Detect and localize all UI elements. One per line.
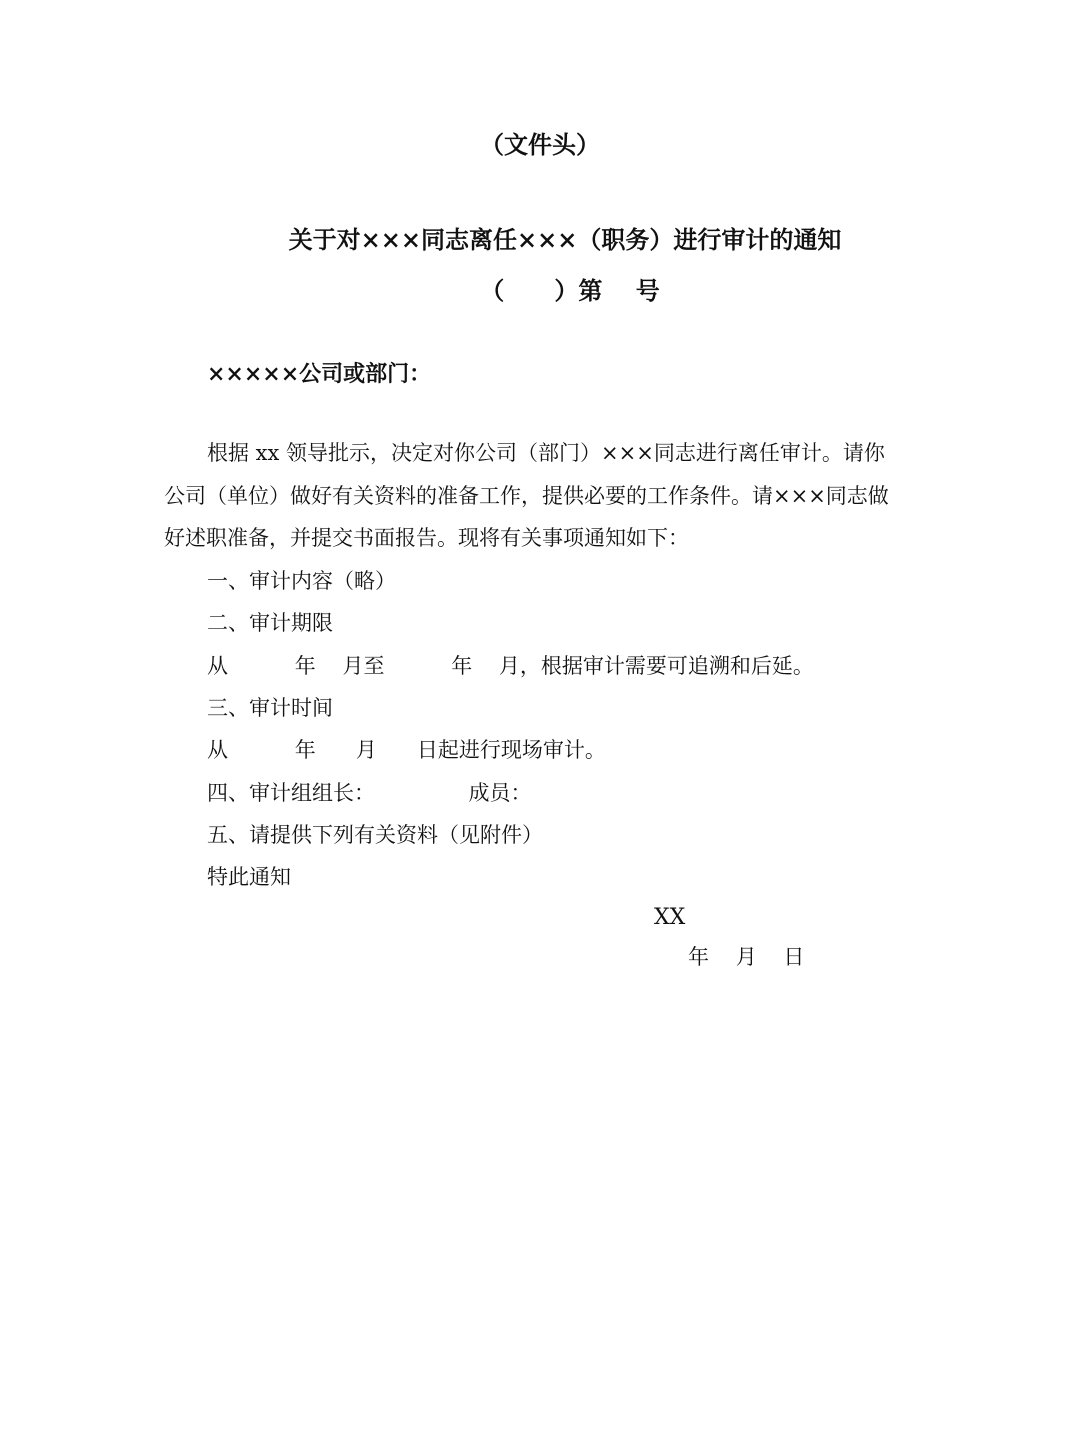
item-audit-content: 一、审计内容（略）	[207, 569, 396, 593]
document-number-line: （ ）第 号	[480, 276, 660, 305]
item-audit-period-heading: 二、审计期限	[207, 611, 333, 635]
paragraph-line: 公司（单位）做好有关资料的准备工作，提供必要的工作条件。请×××同志做	[164, 484, 889, 508]
item-audit-team: 四、审计组组长： 成员：	[207, 781, 532, 805]
signature-date: 年 月 日	[688, 945, 805, 969]
document-header-label: （文件头）	[480, 130, 600, 159]
item-audit-time-detail: 从 年 月 日起进行现场审计。	[207, 738, 606, 762]
item-audit-period-detail: 从 年 月至 年 月，根据审计需要可追溯和后延。	[207, 654, 814, 678]
paragraph-line: 根据 xx 领导批示，决定对你公司（部门）×××同志进行离任审计。请你	[207, 441, 885, 465]
signature-name: XX	[654, 905, 686, 930]
item-materials: 五、请提供下列有关资料（见附件）	[207, 823, 543, 847]
item-audit-time-heading: 三、审计时间	[207, 696, 333, 720]
document-title: 关于对×××同志离任×××（职务）进行审计的通知	[288, 225, 842, 254]
addressee: ×××××公司或部门：	[207, 361, 432, 387]
closing-text: 特此通知	[207, 865, 291, 889]
paragraph-line: 好述职准备，并提交书面报告。现将有关事项通知如下：	[164, 526, 689, 550]
